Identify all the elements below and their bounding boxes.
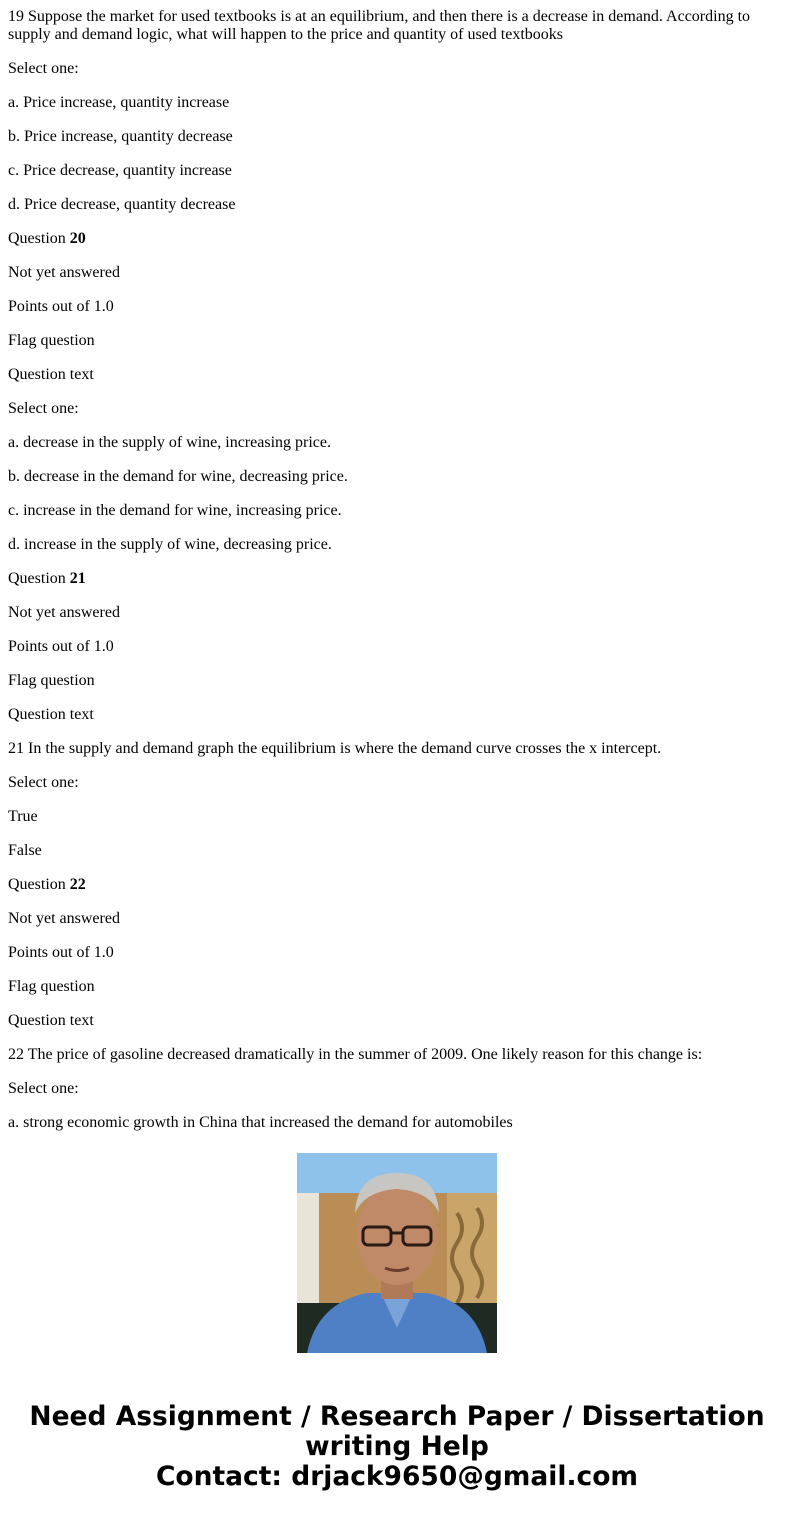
question-number: 21 [69,570,86,587]
q19-option-a[interactable]: a. Price increase, quantity increase [8,94,230,111]
q22-points: Points out of 1.0 [8,944,114,961]
q21-points: Points out of 1.0 [8,638,114,655]
promo-banner [0,1122,794,1523]
select-one-label: Select one: [8,400,79,417]
q22-flag-question[interactable]: Flag question [8,978,95,995]
quiz-content [8,8,780,1131]
select-one-label: Select one: [8,60,79,77]
question-19-text: 19 Suppose the market for used textbooks is at an equilibrium, and then there is a decrease in demand. According to supply and demand logic, what will happen to the price and quantity of used textbooks [8,8,751,43]
question-label: Question [8,570,70,587]
question-label: Question [8,876,70,893]
q21-option-true[interactable]: True [8,808,38,825]
promo-contact[interactable]: Contact: drjack9650@gmail.com [155,1461,639,1492]
question-22-text: 22 The price of gasoline decreased dramatically in the summer of 2009. One likely reason for this change is: [8,1046,703,1063]
q20-points: Points out of 1.0 [8,298,114,315]
question-21-text: 21 In the supply and demand graph the equilibrium is where the demand curve crosses the x intercept. [8,740,662,757]
question-22-heading [8,876,780,894]
q22-question-text-label: Question text [8,1012,94,1029]
avatar [297,1153,497,1353]
q21-status: Not yet answered [8,604,120,621]
select-one-label: Select one: [8,1080,79,1097]
question-number: 20 [69,230,86,247]
q22-option-a[interactable]: a. strong economic growth in China that increased the demand for automobiles [8,1114,513,1131]
q20-question-text-label: Question text [8,366,94,383]
q20-option-b[interactable]: b. decrease in the demand for wine, decreasing price. [8,468,348,485]
question-20-heading [8,230,780,248]
q21-option-false[interactable]: False [8,842,42,859]
q20-status: Not yet answered [8,264,120,281]
q20-option-a[interactable]: a. decrease in the supply of wine, increasing price. [8,434,331,451]
question-number: 22 [69,876,86,893]
q22-status: Not yet answered [8,910,120,927]
tutor-portrait [297,1153,497,1353]
q20-flag-question[interactable]: Flag question [8,332,95,349]
promo-text [0,1402,794,1492]
q21-flag-question[interactable]: Flag question [8,672,95,689]
q19-option-b[interactable]: b. Price increase, quantity decrease [8,128,233,145]
q20-option-c[interactable]: c. increase in the demand for wine, increasing price. [8,502,342,519]
q19-option-d[interactable]: d. Price decrease, quantity decrease [8,196,236,213]
q19-option-c[interactable]: c. Price decrease, quantity increase [8,162,232,179]
select-one-label: Select one: [8,774,79,791]
question-21-heading [8,570,780,588]
promo-line-2: writing Help [305,1431,489,1462]
q21-question-text-label: Question text [8,706,94,723]
q20-option-d[interactable]: d. increase in the supply of wine, decreasing price. [8,536,332,553]
promo-line-1: Need Assignment / Research Paper / Dissertation [29,1401,765,1432]
question-label: Question [8,230,70,247]
